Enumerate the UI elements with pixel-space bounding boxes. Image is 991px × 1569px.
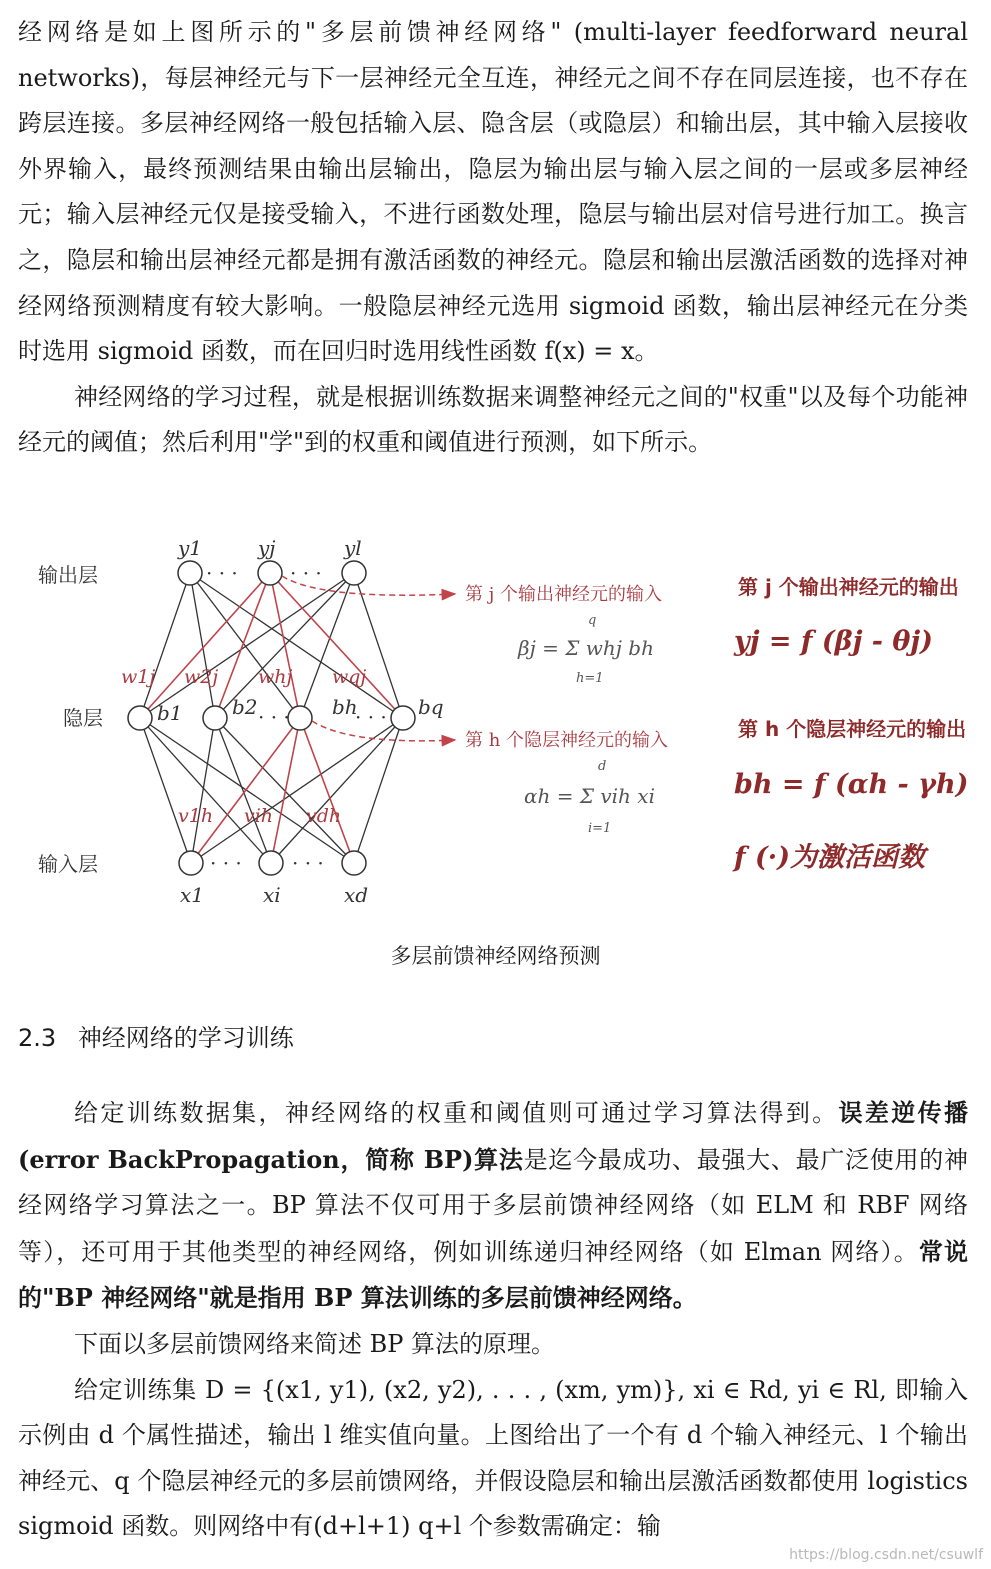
- output-neuron-output-title: 第 j 个输出神经元的输出: [738, 575, 959, 599]
- alpha-formula: αh = Σ vih xi: [524, 784, 655, 808]
- label-vih: vih: [244, 805, 274, 827]
- intro-paragraph-1: 经网络是如上图所示的"多层前馈神经网络" (multi-layer feedforward neural networks)，每层神经元与下一层神经元全互连，神经元之间不存在同层连接，也不存在跨层连接。多层神经网络一般包括输入层、隐含层（或隐层）和输出层，其中输入层接收外界输入，最终预测结果由输出层输出，隐层为输出层与输入层之间的一层或多层神经元；输入层神经元仅是接受输入，不进行函数处理，隐层与输出层对信号进行加工。换言之，隐层和输出层神经元都是拥有激活函数的神经元。隐层和输出层激活函数的选择对神经网络预测精度有较大影响。一般隐层神经元选用 sigmoid 函数，输出层神经元在分类时选用 sigmoid 函数，而在回归时选用线性函数 f(x) = x。: [18, 18, 968, 366]
- label-b2: b2: [232, 695, 258, 719]
- body-paragraph-2: 下面以多层前馈网络来简述 BP 算法的原理。: [74, 1329, 556, 1358]
- input-ellipsis-1: · · ·: [210, 851, 242, 875]
- hidden-ellipsis-1: · · ·: [258, 705, 290, 729]
- output-layer-label: 输出层: [38, 563, 98, 587]
- figure-caption: 多层前馈神经网络预测: [390, 944, 601, 968]
- bp-intro-text: 给定训练数据集，神经网络的权重和阈值则可通过学习算法得到。: [74, 1099, 839, 1127]
- output-neuron-output-eq: yj = f (βj - θj): [734, 626, 933, 657]
- output-input-annotation: 第 j 个输出神经元的输入: [465, 584, 663, 605]
- label-yj: yj: [258, 536, 276, 560]
- hidden-node-1: [128, 706, 152, 730]
- label-xi: xi: [263, 883, 281, 907]
- section-heading: [18, 1018, 294, 1053]
- body-paragraph-3: 给定训练集 D = {(x1, y1), (x2, y2), . . . , (xm, ym)}, xi ∈ Rd, yi ∈ Rl, 即输入示例由 d 个属性描述，输出 l 维实值向量。上图给出了一个有 d 个输入神经元、l 个输出神经元、q 个隐层神经元的多层前馈网络，并假设隐层和输出层激活函数都使用 logistics sigmoid 函数。则网络中有(d+l+1) q+l 个参数需确定：输: [18, 1375, 968, 1541]
- network-diagram: [0, 520, 991, 920]
- label-bq: bq: [418, 695, 444, 719]
- hidden-input-annotation: 第 h 个隐层神经元的输入: [465, 730, 669, 751]
- hidden-neuron-output-eq: bh = f (αh - γh): [734, 769, 969, 800]
- label-y1: y1: [178, 536, 203, 560]
- input-node-xd: [342, 851, 366, 875]
- output-node-yl: [342, 561, 366, 585]
- input-ellipsis-2: · · ·: [292, 851, 324, 875]
- alpha-sum-top: d: [598, 759, 607, 774]
- bp-definition-bold: 误差逆传播(error BackPropagation，简称 BP)算法: [18, 1098, 969, 1174]
- label-vdh: vdh: [306, 805, 342, 827]
- input-node-x1: [179, 851, 203, 875]
- label-x1: x1: [180, 883, 205, 907]
- alpha-sum-bottom: i=1: [588, 821, 612, 836]
- label-b1: b1: [157, 701, 183, 725]
- input-node-xi: [259, 851, 283, 875]
- output-ellipsis-2: · · ·: [290, 561, 322, 585]
- hidden-layer-label: 隐层: [63, 706, 103, 730]
- label-xd: xd: [344, 883, 369, 907]
- hidden-node-h: [288, 706, 312, 730]
- label-v1h: v1h: [178, 805, 214, 827]
- output-ellipsis-1: · · ·: [206, 561, 238, 585]
- output-node-y1: [178, 561, 202, 585]
- output-node-yj: [258, 561, 282, 585]
- label-whj: whj: [258, 666, 293, 688]
- hidden-node-q: [391, 706, 415, 730]
- lower-connections: [140, 718, 403, 863]
- label-w2j: w2j: [184, 666, 219, 688]
- hidden-neuron-output-title: 第 h 个隐层神经元的输出: [738, 717, 967, 741]
- activation-note: f (·)为激活函数: [734, 842, 925, 873]
- body-paragraph-1: [18, 1090, 968, 1322]
- label-bh: bh: [332, 695, 358, 719]
- section-title: 神经网络的学习训练: [77, 1024, 294, 1052]
- body-text: [18, 1090, 968, 1550]
- lower-red-connections: [191, 718, 354, 863]
- watermark: https://blog.csdn.net/csuwlf: [789, 1547, 983, 1563]
- label-yl: yl: [344, 536, 362, 560]
- hidden-node-2: [203, 706, 227, 730]
- beta-sum-top: q: [588, 613, 597, 628]
- hidden-ellipsis-2: · · ·: [355, 705, 387, 729]
- section-number: 2.3: [18, 1024, 57, 1052]
- label-w1j: w1j: [121, 666, 156, 688]
- label-wqj: wqj: [332, 666, 367, 688]
- bp-description: 是迄今最成功、最强大、最广泛使用的神经网络学习算法之一。BP 算法不仅可用于多层前馈神经网络（如 ELM 和 RBF 网络等），还可用于其他类型的神经网络，例如训练递归神经网络（如 Elman 网络）。: [18, 1145, 968, 1266]
- input-layer-label: 输入层: [38, 852, 98, 876]
- intro-text: [18, 10, 968, 466]
- bp-summary-bold: 常说的"BP 神经网络"就是指用 BP 算法训练的多层前馈神经网络。: [18, 1236, 968, 1313]
- beta-sum-bottom: h=1: [576, 671, 604, 686]
- beta-formula: βj = Σ whj bh: [518, 636, 654, 660]
- intro-paragraph-2: 神经网络的学习过程，就是根据训练数据来调整神经元之间的"权重"以及每个功能神经元的阈值；然后利用"学"到的权重和阈值进行预测，如下所示。: [18, 382, 968, 457]
